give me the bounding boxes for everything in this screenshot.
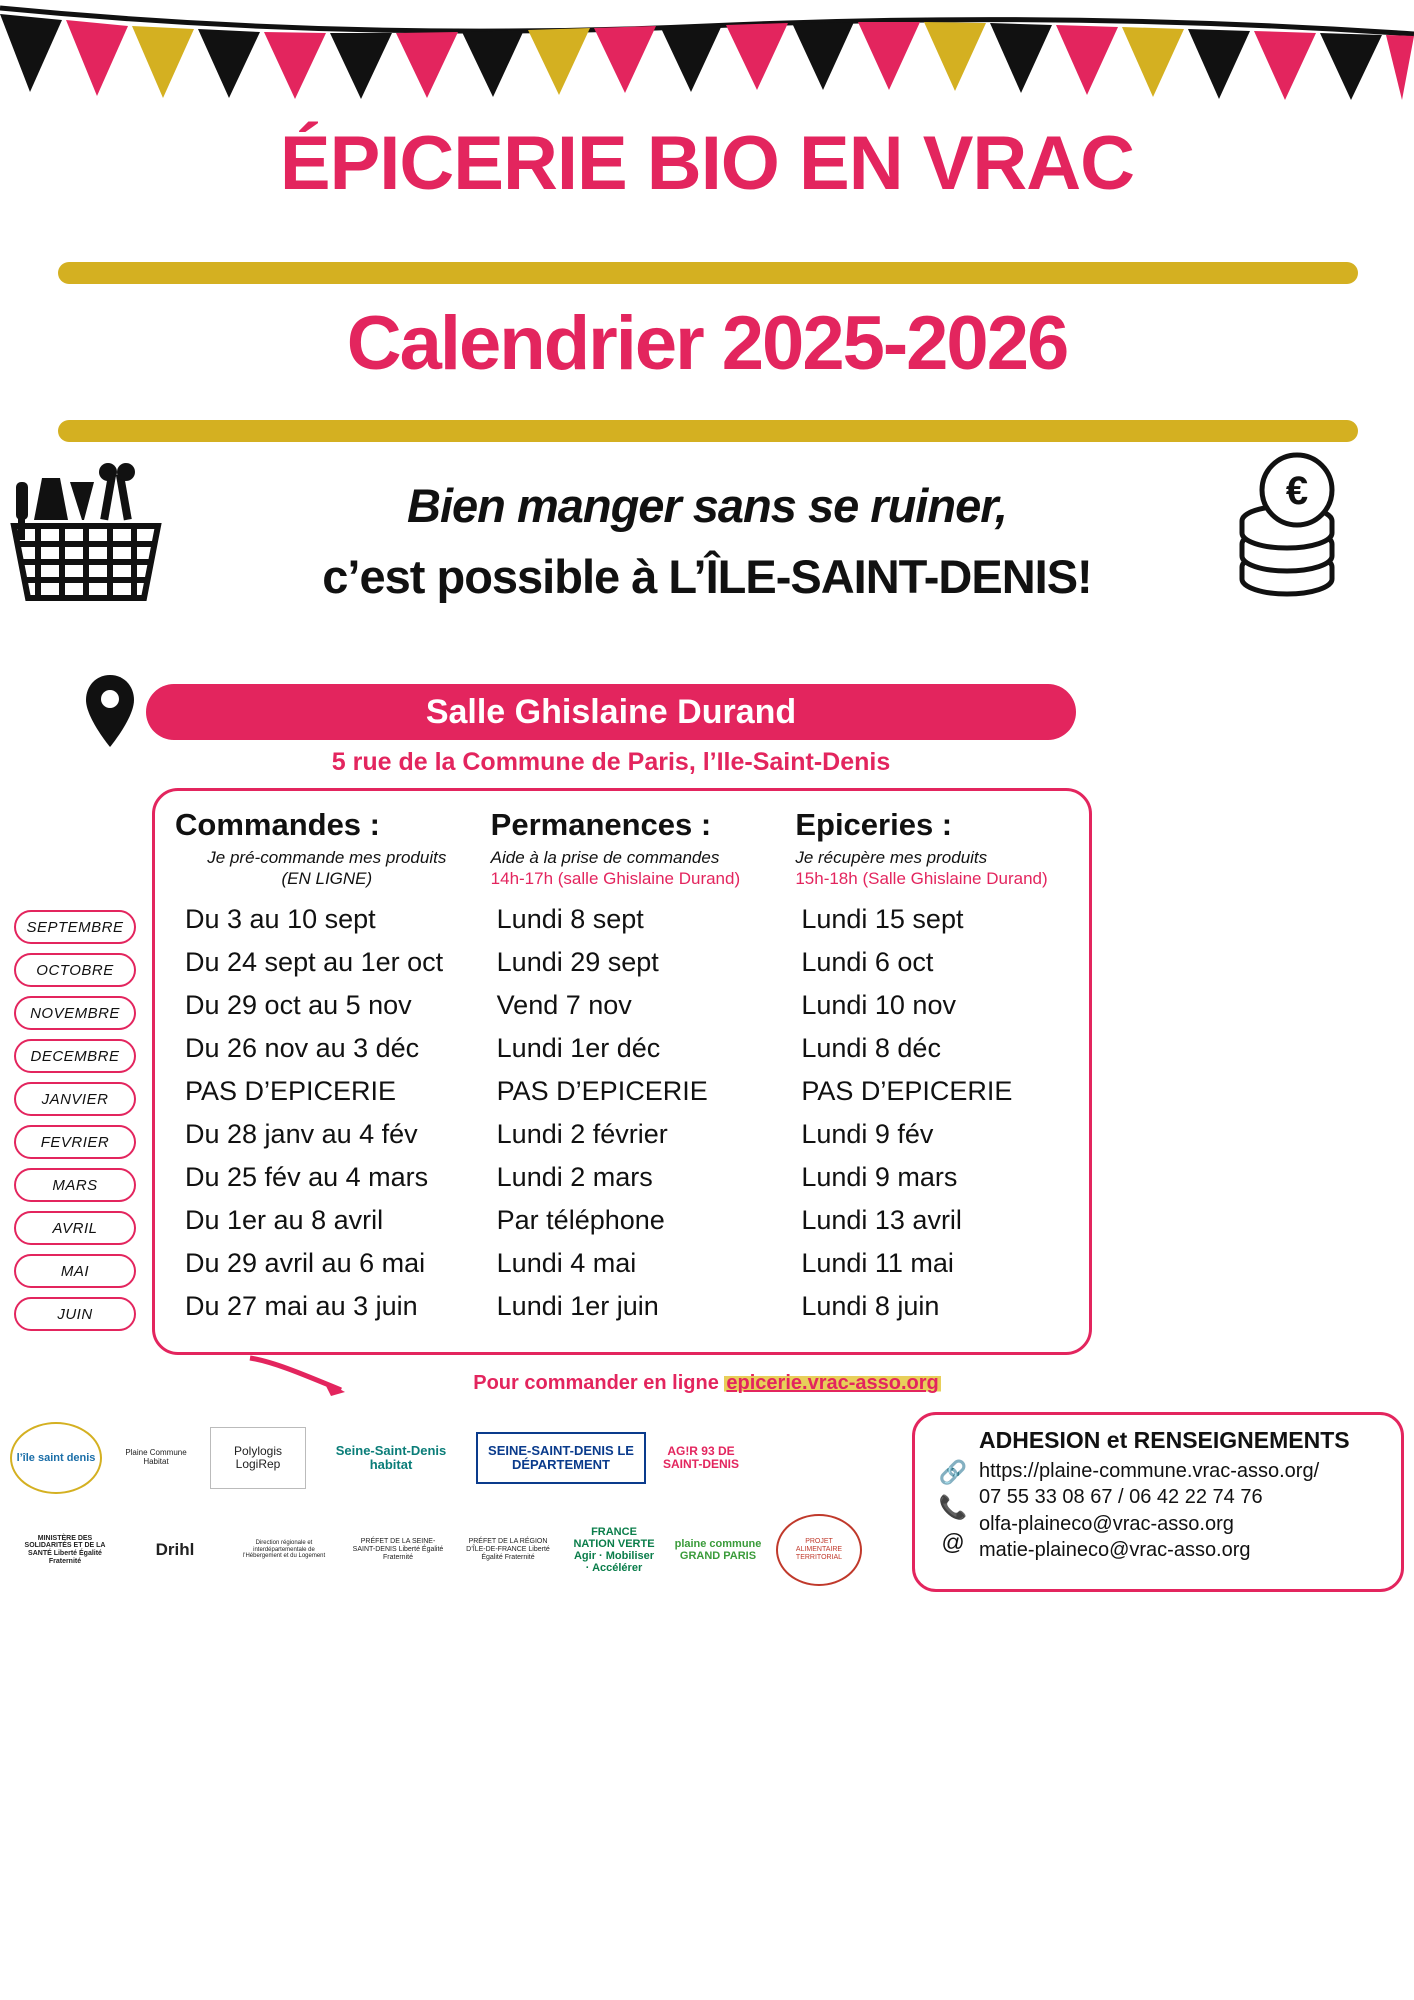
slogan-line-1: Bien manger sans se ruiner, (407, 479, 1007, 532)
contact-website[interactable]: https://plaine-commune.vrac-asso.org/ (979, 1460, 1320, 1482)
schedule-cell: PAS D’EPICERIE (496, 1075, 708, 1106)
partner-logo-strip (0, 1412, 900, 1602)
schedule-cell: Par téléphone (496, 1204, 665, 1235)
schedule-cell: Lundi 9 fév (801, 1118, 934, 1149)
venue-banner (146, 684, 1076, 740)
month-pill: FEVRIER (14, 1125, 136, 1159)
page-title: ÉPICERIE BIO EN VRAC (279, 121, 1135, 206)
bunting-decoration (0, 0, 1414, 100)
schedule-table (152, 788, 1092, 1355)
month-pill: NOVEMBRE (14, 996, 136, 1030)
link-icon: 🔗 (938, 1459, 968, 1485)
schedule-cell: Lundi 2 février (496, 1118, 668, 1149)
partner-logo: Seine-Saint-Denis habitat (335, 1442, 447, 1472)
contact-email-1[interactable]: olfa-plaineco@vrac-asso.org (979, 1512, 1234, 1535)
venue-address: 5 rue de la Commune de Paris, l’Ile-Saint-Denis (331, 748, 891, 776)
schedule-cell: Du 1er au 8 avril (185, 1204, 384, 1235)
column-subtitle: Aide à la prise de commandes (490, 848, 720, 867)
month-pill-list (14, 910, 142, 1340)
schedule-cell: Du 26 nov au 3 déc (185, 1032, 420, 1063)
column-subtitle: Je récupère mes produits (795, 848, 988, 867)
month-pill: AVRIL (14, 1211, 136, 1245)
at-sign-icon-2 (931, 1564, 975, 1599)
at-sign-icon: @ (941, 1529, 965, 1555)
month-pill: JANVIER (14, 1082, 136, 1116)
schedule-cell: Du 28 janv au 4 fév (185, 1118, 418, 1149)
column-header: Permanences : (490, 807, 712, 842)
schedule-cell: Lundi 15 sept (801, 903, 964, 934)
column-header: Commandes : (175, 807, 380, 842)
partner-logo: AG!R 93 DE SAINT-DENIS (662, 1443, 739, 1471)
schedule-cell: Du 3 au 10 sept (185, 903, 376, 934)
schedule-cell: Lundi 6 oct (801, 946, 934, 977)
schedule-cell: Lundi 13 avril (801, 1204, 962, 1235)
phone-icon: 📞 (938, 1494, 968, 1520)
contact-email-2[interactable]: matie-plaineco@vrac-asso.org (979, 1539, 1251, 1562)
page-subtitle: Calendrier 2025-2026 (346, 301, 1068, 386)
month-pill: DECEMBRE (14, 1039, 136, 1073)
partner-logo: MINISTÈRE DES SOLIDARITÉS ET DE LA SANTÉ Liberté Égalité Fraternité (24, 1534, 106, 1565)
order-online-url[interactable]: epicerie.vrac-asso.org (726, 1372, 939, 1394)
order-online-line (0, 1372, 1414, 1395)
column-subtitle-2: 14h-17h (salle Ghislaine Durand) (490, 869, 741, 889)
partner-logo: PRÉFET DE LA RÉGION D’ÎLE-DE-FRANCE Liberté Égalité Fraternité (466, 1538, 550, 1561)
column-subtitle-2: (EN LIGNE) (281, 869, 373, 889)
partner-logo: plaine commune GRAND PARIS (674, 1537, 762, 1562)
partner-logo: l’île saint denis (10, 1422, 102, 1494)
slogan (0, 478, 1414, 604)
schedule-cell: Lundi 8 sept (496, 903, 644, 934)
contact-title: ADHESION et RENSEIGNEMENTS (979, 1427, 1350, 1453)
schedule-column-commandes (155, 807, 485, 1328)
schedule-cell: Lundi 10 nov (801, 989, 956, 1020)
partner-logo: PRÉFET DE LA SEINE-SAINT-DENIS Liberté Égalité Fraternité (352, 1538, 444, 1561)
schedule-cell: Lundi 8 juin (801, 1290, 940, 1321)
map-pin-icon (84, 673, 136, 749)
month-pill: OCTOBRE (14, 953, 136, 987)
column-subtitle: Je pré-commande mes produits (207, 848, 447, 867)
schedule-column-epiceries (789, 807, 1089, 1328)
schedule-cell: PAS D’EPICERIE (185, 1075, 397, 1106)
contact-phones: 07 55 33 08 67 / 06 42 22 74 76 (979, 1486, 1263, 1509)
schedule-cell: Lundi 9 mars (801, 1161, 958, 1192)
schedule-cell: Du 29 oct au 5 nov (185, 989, 412, 1020)
schedule-cell: Lundi 2 mars (496, 1161, 653, 1192)
schedule-column-permanences (485, 807, 790, 1328)
schedule-cell: Lundi 1er déc (496, 1032, 661, 1063)
partner-logo: PROJET ALIMENTAIRE TERRITORIAL (776, 1514, 862, 1586)
venue-name: Salle Ghislaine Durand (425, 692, 797, 731)
svg-text:€: € (1285, 469, 1309, 513)
order-online-prefix: Pour commander en ligne (473, 1372, 725, 1394)
schedule-cell: Vend 7 nov (496, 989, 632, 1020)
schedule-cell: Du 29 avril au 6 mai (185, 1247, 426, 1278)
column-header: Epiceries : (795, 807, 953, 842)
contact-icon-column (931, 1459, 975, 1599)
schedule-cell: PAS D’EPICERIE (801, 1075, 1013, 1106)
contact-box (912, 1412, 1404, 1592)
schedule-cell: Du 27 mai au 3 juin (185, 1290, 418, 1321)
column-subtitle-2: 15h-18h (Salle Ghislaine Durand) (795, 869, 1048, 889)
schedule-cell: Lundi 29 sept (496, 946, 659, 977)
partner-logo: FRANCE NATION VERTE Agir · Mobiliser · Accélérer (573, 1525, 655, 1575)
month-pill: SEPTEMBRE (14, 910, 136, 944)
gold-divider-bottom (58, 420, 1358, 442)
schedule-cell: Du 25 fév au 4 mars (185, 1161, 429, 1192)
partner-logo: Plaine Commune Habitat (125, 1448, 187, 1466)
schedule-cell: Lundi 4 mai (496, 1247, 637, 1278)
slogan-line-2: c’est possible à L’ÎLE-SAINT-DENIS! (322, 550, 1092, 603)
partner-logo: Direction régionale et interdépartementale de l’Hébergement et du Logement (242, 1540, 326, 1560)
month-pill: JUIN (14, 1297, 136, 1331)
schedule-cell: Du 24 sept au 1er oct (185, 946, 444, 977)
gold-divider-top (58, 262, 1358, 284)
partner-logo: Drihl (155, 1539, 195, 1559)
schedule-cell: Lundi 1er juin (496, 1290, 659, 1321)
schedule-cell: Lundi 11 mai (801, 1247, 954, 1278)
month-pill: MARS (14, 1168, 136, 1202)
partner-logo: Polylogis LogiRep (210, 1427, 306, 1489)
month-pill: MAI (14, 1254, 136, 1288)
schedule-cell: Lundi 8 déc (801, 1032, 941, 1063)
partner-logo: SEINE-SAINT-DENIS LE DÉPARTEMENT (476, 1432, 646, 1484)
